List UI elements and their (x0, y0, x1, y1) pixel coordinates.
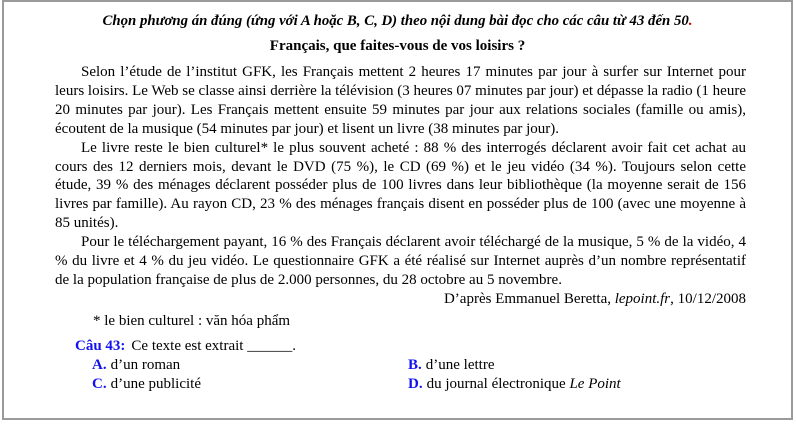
option-row-1 (92, 356, 791, 375)
attribution-suffix: , 10/12/2008 (670, 290, 746, 307)
passage-body (55, 63, 746, 290)
option-d-text: du journal électronique (426, 375, 570, 392)
attribution-source: lepoint.fr (614, 290, 671, 307)
option-d-label: D. (408, 375, 423, 392)
instruction-final-dot: . (688, 13, 693, 29)
attribution-prefix: D’après Emmanuel Beretta, (443, 290, 615, 307)
question-43 (75, 337, 791, 357)
option-c (92, 375, 408, 394)
question-label: Câu 43: (75, 337, 126, 354)
question-text: Ce texte est extrait ______. (131, 337, 296, 354)
passage-paragraph-3: Pour le téléchargement payant, 16 % des Français déclarent avoir téléchargé de la musique, 5 % de la vidéo, 4 % du livre et 4 % du jeu vidéo. Le questionnaire GFK a été réalisé sur Internet auprès d’un nombre représentatif de la population française de plus de 2.000 personnes, du 28 octobre au 5 novembre. (55, 234, 746, 288)
option-c-text: d’une publicité (110, 375, 201, 392)
option-d-italic: Le Point (569, 375, 621, 392)
document-page (2, 0, 793, 420)
passage-title: Français, que faites-vous de vos loisirs ? (269, 38, 526, 54)
answer-options (92, 356, 791, 393)
footnote: * le bien culturel : văn hóa phẩm (93, 312, 291, 329)
option-a (92, 356, 408, 375)
option-b-label: B. (408, 357, 422, 374)
option-a-label: A. (92, 357, 107, 374)
passage-paragraph-1: Selon l’étude de l’institut GFK, les Français mettent 2 heures 17 minutes par jour à surfer sur Internet pour leurs loisirs. Le Web se classe ainsi derrière la télévision (3 heures 07 minutes par jour) et dépasse la radio (1 heure 20 minutes par jour). Les Français mettent ensuite 59 minutes par jour aux relations sociales (famille ou amis), écoutent de la musique (54 minutes par jour) et lisent un livre (38 minutes par jour). (55, 64, 746, 137)
option-row-2 (92, 375, 791, 394)
exam-instruction-text: Chọn phương án đúng (ứng với A hoặc B, C, D) theo nội dung bài đọc cho các câu từ 43 đến 50 (102, 13, 689, 29)
option-d (408, 375, 791, 394)
attribution (4, 290, 746, 309)
option-a-text: d’un roman (110, 357, 181, 374)
option-c-label: C. (92, 375, 107, 392)
passage-paragraph-2: Le livre reste le bien culturel* le plus souvent acheté : 88 % des interrogés déclarent avoir fait cet achat au cours des 12 derniers mois, devant le DVD (75 %), le CD (69 %) et le jeu vidéo (34 %). Toujours selon cette étude, 39 % des ménages déclarent posséder plus de 100 livres dans leur bibliothèque (la moyenne serait de 156 livres par famille). Au rayon CD, 23 % des ménages français disent en posséder plus de 100 (avec une moyenne à 85 unités). (55, 139, 746, 232)
option-b (408, 356, 791, 375)
option-b-text: d’une lettre (425, 357, 495, 374)
exam-instruction (4, 11, 791, 31)
